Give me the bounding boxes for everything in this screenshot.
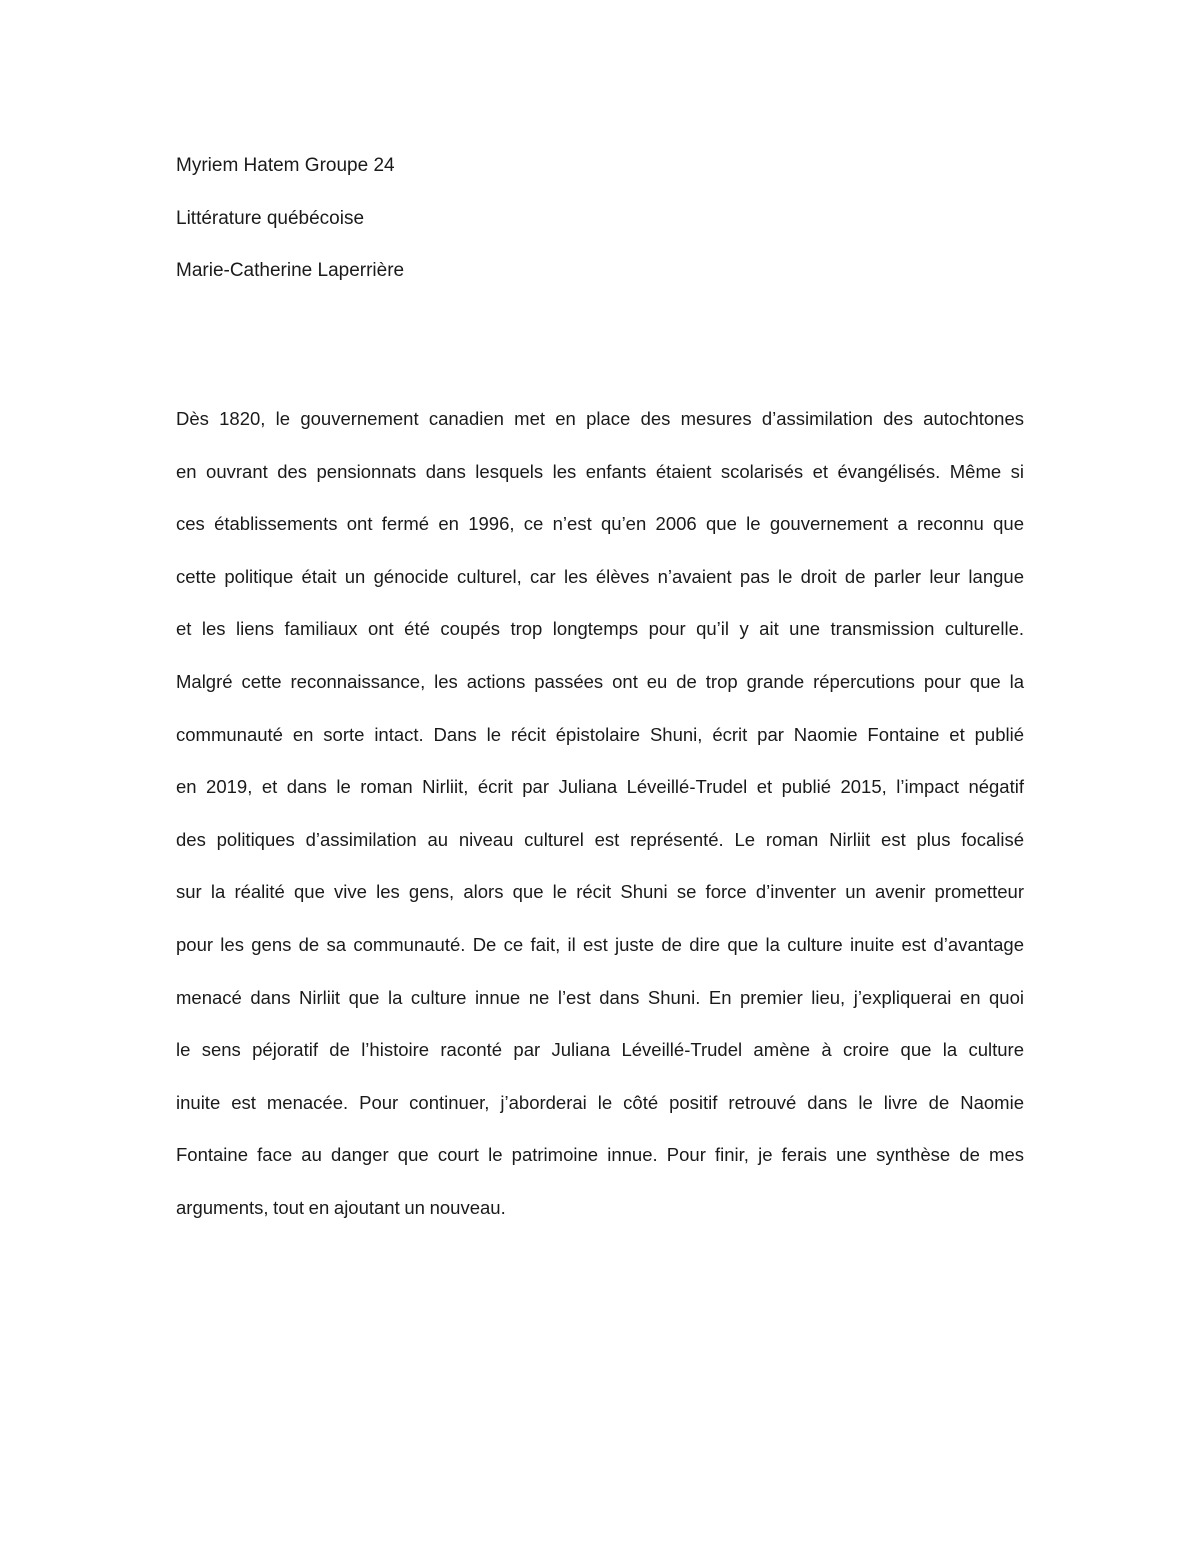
introduction-paragraph <box>176 393 1024 1235</box>
paragraph-line: en ouvrant des pensionnats dans lesquels les enfants étaient scolarisés et évangélisés. Même si <box>176 460 1024 482</box>
paragraph-last-line: arguments, tout en ajoutant un nouveau. <box>176 1196 506 1218</box>
paragraph-line: Fontaine face au danger que court le patrimoine innue. Pour finir, je ferais une synthèse de mes <box>176 1144 1024 1166</box>
paragraph-line: en 2019, et dans le roman Nirliit, écrit par Juliana Léveillé-Trudel et publié 2015, l’impact négatif <box>176 776 1024 798</box>
paragraph-line: sur la réalité que vive les gens, alors que le récit Shuni se force d’inventer un avenir prometteur <box>176 881 1024 903</box>
document-header <box>176 140 1026 298</box>
paragraph-line: cette politique était un génocide culturel, car les élèves n’avaient pas le droit de parler leur langue <box>176 565 1024 587</box>
author-group-line: Myriem Hatem Groupe 24 <box>176 155 395 176</box>
paragraph-line: des politiques d’assimilation au niveau culturel est représenté. Le roman Nirliit est plus focalisé <box>176 828 1024 850</box>
teacher-line: Marie-Catherine Laperrière <box>176 260 405 281</box>
paragraph-line: Dès 1820, le gouvernement canadien met en place des mesures d’assimilation des autochtones <box>176 408 1024 429</box>
paragraph-line: Malgré cette reconnaissance, les actions passées ont eu de trop grande répercutions pour que la <box>176 670 1024 692</box>
paragraph-line: inuite est menacée. Pour continuer, j’aborderai le côté positif retrouvé dans le livre de Naomie <box>176 1091 1024 1113</box>
paragraph-line: pour les gens de sa communauté. De ce fait, il est juste de dire que la culture inuite est d’avantage <box>176 933 1024 955</box>
paragraph-line: ces établissements ont fermé en 1996, ce n’est qu’en 2006 que le gouvernement a reconnu que <box>176 513 1024 535</box>
paragraph-line: le sens péjoratif de l’histoire raconté par Juliana Léveillé-Trudel amène à croire que la culture <box>176 1039 1024 1061</box>
paragraph-line: menacé dans Nirliit que la culture innue ne l’est dans Shuni. En premier lieu, j’expliquerai en quoi <box>176 986 1024 1008</box>
paragraph-line: communauté en sorte intact. Dans le récit épistolaire Shuni, écrit par Naomie Fontaine et publié <box>176 723 1024 745</box>
paragraph-line: et les liens familiaux ont été coupés trop longtemps pour qu’il y ait une transmission culturelle. <box>176 618 1024 640</box>
course-line: Littérature québécoise <box>176 207 365 229</box>
